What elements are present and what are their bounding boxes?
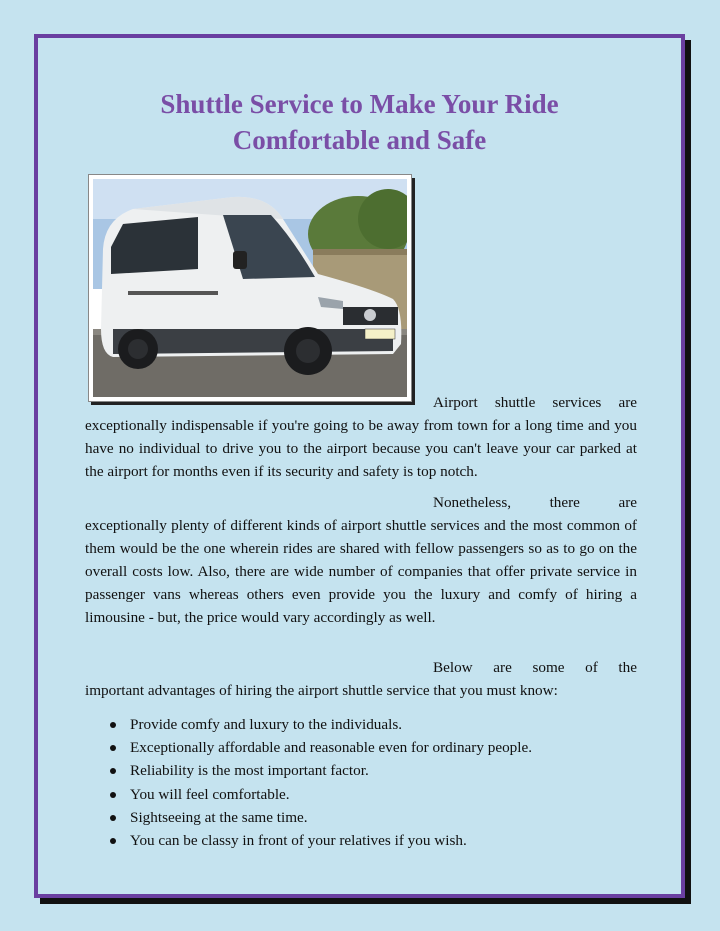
paragraph-1: [85, 391, 637, 483]
document-title: [38, 86, 681, 158]
page-frame: [34, 34, 685, 898]
list-item: You can be classy in front of your relatives if you wish.: [108, 829, 628, 852]
paragraph-3-lead: Below are some of the: [433, 659, 637, 676]
list-item: Exceptionally affordable and reasonable even for ordinary people.: [108, 736, 628, 759]
paragraph-1-body: exceptionally indispensable if you're going to be away from town for a long time and you have no individual to drive you to the airport because you can't leave your car parked at the airport for months even if its security and safety is top notch.: [85, 417, 637, 480]
advantages-list: [108, 713, 628, 852]
list-item: Provide comfy and luxury to the individuals.: [108, 713, 628, 736]
list-item: Reliability is the most important factor.: [108, 759, 628, 782]
paragraph-2: [85, 491, 637, 629]
paragraph-1-lead: Airport shuttle services are: [433, 394, 637, 411]
title-line-1: Shuttle Service to Make Your Ride: [160, 89, 559, 119]
paragraph-3-body: important advantages of hiring the airport shuttle service that you must know:: [85, 682, 558, 699]
title-line-2: Comfortable and Safe: [232, 125, 487, 155]
paragraph-3: [85, 656, 637, 702]
paragraph-2-body: exceptionally plenty of different kinds of airport shuttle services and the most common of them would be the one wherein rides are shared with fellow passengers so as to go on the overall costs low. Also, there are wide number of companies that offer private service in passenger vans whereas others even provide you the luxury and comfy of hiring a limousine - but, the price would vary accordingly as well.: [85, 517, 637, 626]
van-illustration: [93, 179, 407, 397]
shuttle-van-photo: [88, 174, 412, 402]
list-item: Sightseeing at the same time.: [108, 806, 628, 829]
paragraph-2-lead: Nonetheless, there are: [433, 494, 637, 511]
list-item: You will feel comfortable.: [108, 783, 628, 806]
